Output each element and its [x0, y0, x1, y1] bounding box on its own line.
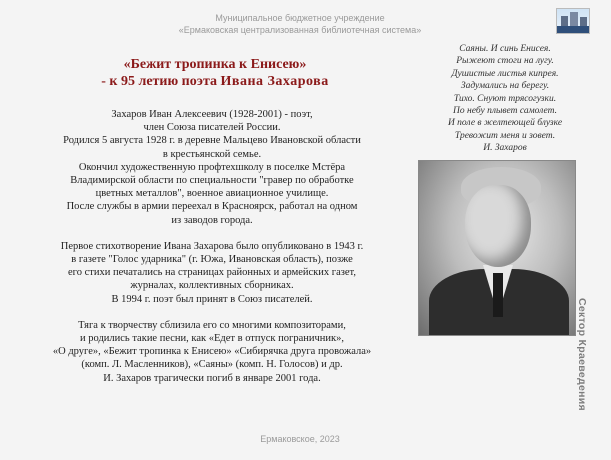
- bio-line: его стихи печатались на страницах районных и армейских газет,: [68, 267, 356, 279]
- title-line-1: «Бежит тропинка к Енисею»: [123, 57, 307, 72]
- bio-line: Владимирской области по специальности "гравер по обработке: [70, 175, 354, 187]
- bio-paragraph-1: [16, 108, 408, 227]
- org-line-2: «Ермаковская централизованная библиотечная система»: [178, 25, 422, 35]
- biography: [16, 108, 408, 398]
- bio-line: журналах, коллективных сборниках.: [130, 280, 294, 292]
- bio-line: Первое стихотворение Ивана Захарова было опубликовано в 1943 г.: [60, 240, 364, 252]
- poem-line: И поле в желтеющей блузке: [447, 118, 563, 129]
- bio-paragraph-2: [16, 240, 408, 306]
- bio-line: После службы в армии переехал в Красноярск, работал на одном: [66, 201, 358, 213]
- bio-line: Захаров Иван Алексеевич (1928-2001) - поэт,: [111, 109, 313, 120]
- bio-line: И. Захаров трагически погиб в январе 2001 года.: [103, 372, 321, 384]
- bio-line: в крестьянской семье.: [162, 148, 262, 160]
- bio-line: член Союза писателей России.: [143, 122, 281, 134]
- poem-author: И. Захаров: [483, 143, 527, 154]
- bio-line: (комп. Л. Масленников), «Саяны» (комп. Н. Голосов) и др.: [81, 359, 343, 371]
- poet-name: Ивана Захарова: [220, 74, 329, 89]
- organization-header: [150, 12, 450, 36]
- title-line-2-prefix: - к 95 летию поэта: [101, 74, 221, 89]
- bio-line: Родился 5 августа 1928 г. в деревне Мальцево Ивановской области: [63, 135, 361, 147]
- bio-line: и родились такие песни, как «Едет в отпуск пограничник»,: [80, 333, 344, 345]
- poem-excerpt: [420, 43, 590, 155]
- sector-label: Сектор Краеведения: [576, 298, 588, 411]
- footer-place-year: Ермаковское, 2023: [260, 434, 340, 444]
- poem-line: Тихо. Снуют трясогузки.: [453, 93, 557, 104]
- poet-portrait: [418, 160, 576, 336]
- bio-paragraph-3: [16, 319, 408, 385]
- bio-line: «О друге», «Бежит тропинка к Енисею» «Сибирячка друга провожала»: [52, 346, 372, 358]
- title-line-2: [60, 73, 370, 90]
- bio-line: из заводов города.: [171, 214, 253, 226]
- poem-line: По небу плывет самолет.: [453, 106, 557, 117]
- bio-line: Тяга к творчеству сблизила его со многими композиторами,: [78, 319, 346, 331]
- poem-line: Задумались на берегу.: [460, 81, 550, 92]
- org-line-1: Муниципальное бюджетное учреждение: [215, 13, 385, 23]
- poem-line: Саяны. И синь Енисея.: [459, 44, 551, 54]
- poem-line: Рыжеют стоги на лугу.: [456, 56, 554, 67]
- poem-line: Душистые листья кипрея.: [451, 68, 559, 79]
- bio-line: Окончил художественную профтехшколу в поселке Мстёра: [78, 161, 346, 173]
- bio-line: в газете "Голос ударника" (г. Южа, Ивановская область), позже: [71, 254, 353, 266]
- poem-line: Тревожит меня и зовет.: [454, 130, 556, 141]
- bio-line: В 1994 г. поэт был принят в Союз писателей.: [111, 293, 313, 305]
- library-logo: [556, 8, 590, 34]
- bio-line: цветных металлов", военное авиационное училище.: [95, 188, 329, 200]
- page-title: [60, 56, 370, 90]
